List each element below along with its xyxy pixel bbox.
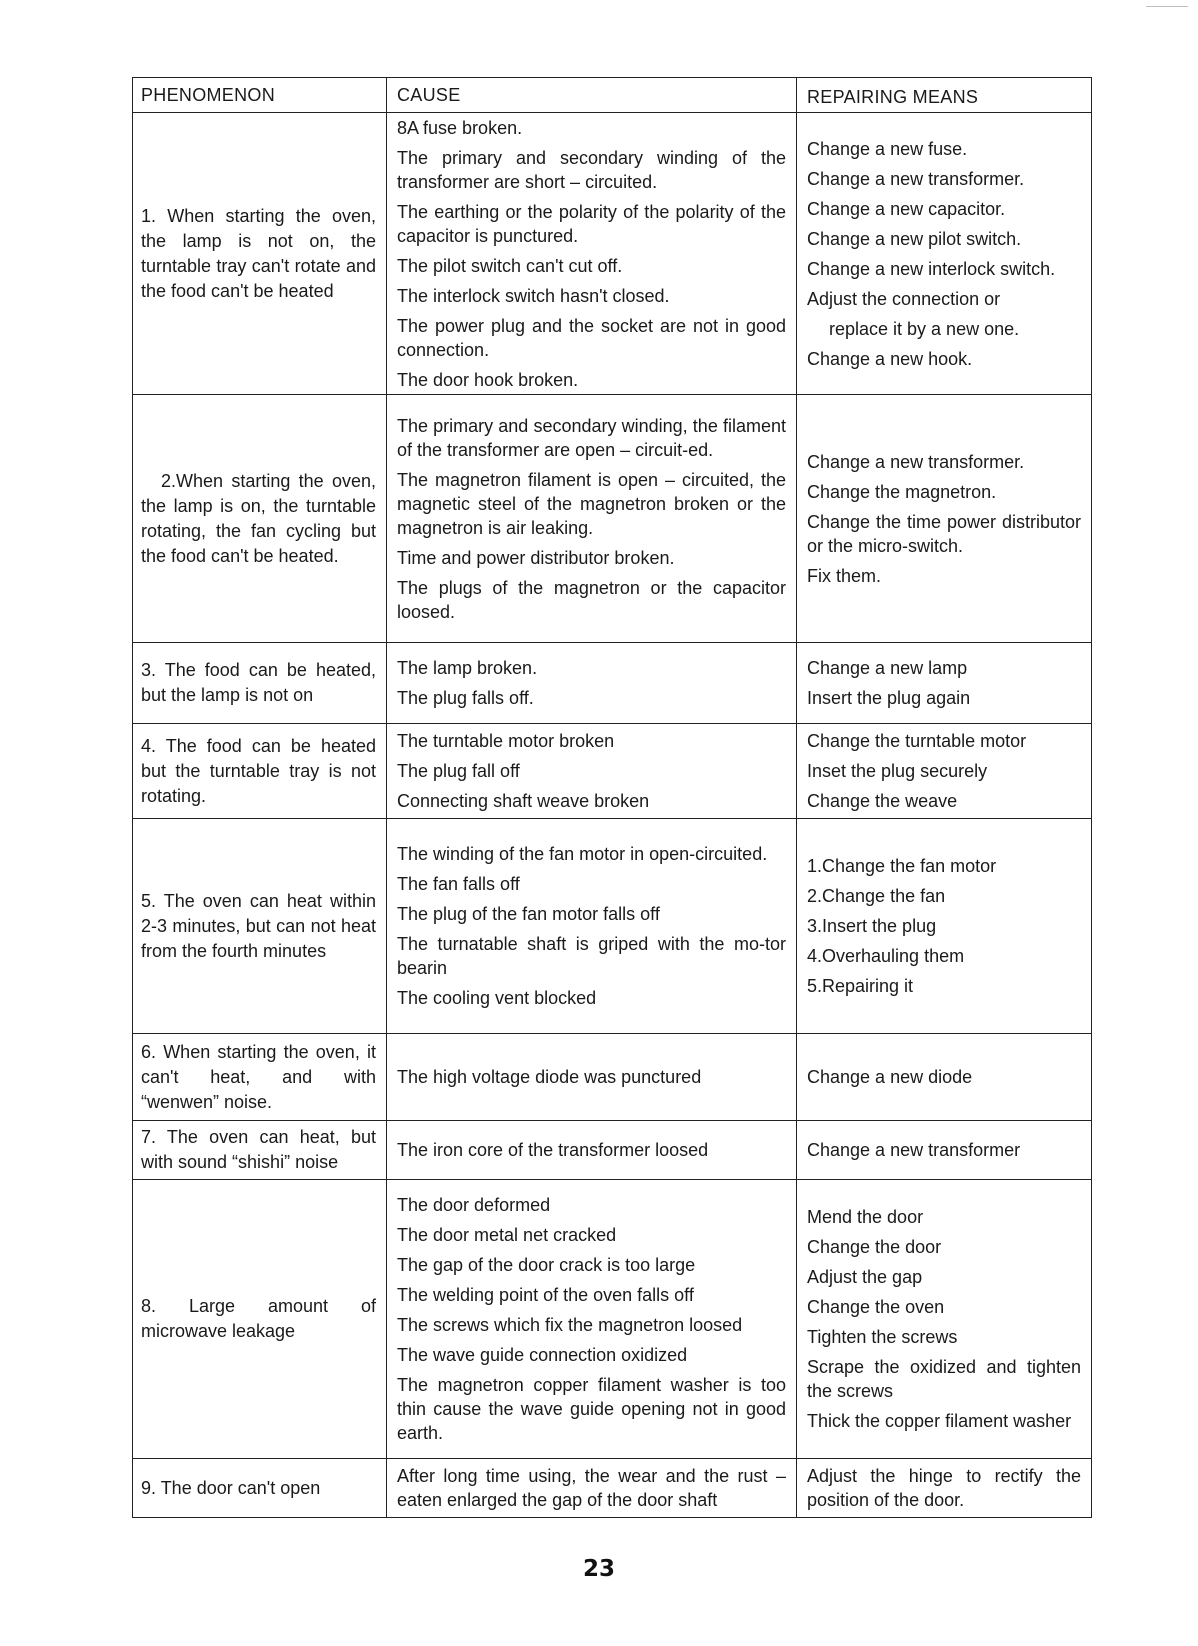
table-row — [133, 818, 1091, 1033]
repair-item: Adjust the gap — [807, 1267, 923, 1287]
repair-item: Tighten the screws — [807, 1327, 958, 1347]
phenomenon-7: 7. The oven can heat, but with sound “shishi” noise — [141, 1127, 376, 1172]
repair-item: Thick the copper filament washer — [807, 1411, 1072, 1431]
repair-item: Change the oven — [807, 1297, 945, 1317]
cause-item: The fan falls off — [397, 874, 520, 894]
repair-item: Change the time power distributor or the micro-switch. — [807, 511, 1081, 556]
repair-item: Change a new pilot switch. — [807, 228, 1022, 249]
cause-item: The cooling vent blocked — [397, 988, 597, 1008]
phenomenon-3: 3. The food can be heated, but the lamp is not on — [141, 660, 376, 705]
cause-item: The door metal net cracked — [397, 1225, 617, 1245]
repair-item: Insert the plug again — [807, 688, 971, 708]
cause-item: Time and power distributor broken. — [397, 547, 675, 568]
repair-item: 5.Repairing it — [807, 976, 914, 996]
repair-item: Inset the plug securely — [807, 761, 988, 781]
table-row — [133, 723, 1091, 818]
repair-item: Change a new diode — [807, 1067, 973, 1087]
repair-item: 2.Change the fan — [807, 886, 946, 906]
cause-item: The screws which fix the magnetron loosed — [397, 1315, 743, 1335]
cause-item: The turnatable shaft is griped with the mo-tor bearin — [397, 934, 786, 978]
repair-item: Adjust the connection or — [807, 288, 1001, 309]
repair-item: 4.Overhauling them — [807, 946, 965, 966]
repair-item: replace it by a new one. — [829, 318, 1020, 339]
repair-item: Change a new hook. — [807, 348, 973, 369]
cause-item: After long time using, the wear and the rust –eaten enlarged the gap of the door shaft — [397, 1466, 786, 1510]
phenomenon-8: 8. Large amount of microwave leakage — [141, 1296, 376, 1341]
cause-item: The interlock switch hasn't closed. — [397, 285, 670, 306]
cause-item: The turntable motor broken — [397, 731, 615, 751]
cause-item: The iron core of the transformer loosed — [397, 1140, 709, 1160]
repair-item: Change a new transformer. — [807, 168, 1025, 189]
repair-item: Change a new transformer — [807, 1140, 1021, 1160]
header-phenomenon: PHENOMENON — [133, 78, 387, 112]
table-row — [133, 1120, 1091, 1179]
cause-item: The wave guide connection oxidized — [397, 1345, 688, 1365]
table-row — [133, 1458, 1091, 1517]
cause-item: The primary and secondary winding, the filament of the transformer are open – circuit-ed. — [397, 415, 786, 460]
repair-item: Mend the door — [807, 1207, 924, 1227]
cause-item: The plug falls off. — [397, 688, 534, 708]
cause-item: The gap of the door crack is too large — [397, 1255, 696, 1275]
cause-item: Connecting shaft weave broken — [397, 791, 650, 811]
phenomenon-1: 1. When starting the oven, the lamp is not on, the turntable tray can't rotate and the food can't be heated — [141, 205, 376, 301]
troubleshooting-table — [132, 77, 1092, 1518]
cause-item: The lamp broken. — [397, 658, 538, 678]
repair-item: Change a new lamp — [807, 658, 968, 678]
cause-item: The plugs of the magnetron or the capacitor loosed. — [397, 577, 786, 622]
header-cause: CAUSE — [387, 78, 797, 112]
cause-item: The earthing or the polarity of the polarity of the capacitor is punctured. — [397, 201, 786, 246]
table-row — [133, 1179, 1091, 1458]
cause-item: 8A fuse broken. — [397, 117, 523, 138]
phenomenon-5: 5. The oven can heat within 2-3 minutes, but can not heat from the fourth minutes — [141, 890, 376, 961]
phenomenon-2: 2.When starting the oven, the lamp is on, the turntable rotating, the fan cycling but the food can't be heated. — [141, 470, 376, 566]
repair-item: Change the weave — [807, 791, 958, 811]
cause-item: The door deformed — [397, 1195, 551, 1215]
phenomenon-6: 6. When starting the oven, it can't heat, and with “wenwen” noise. — [141, 1041, 376, 1112]
repair-item: Change the door — [807, 1237, 942, 1257]
top-edge-rule — [1146, 6, 1188, 7]
repair-item: Scrape the oxidized and tighten the screws — [807, 1357, 1081, 1401]
phenomenon-4: 4. The food can be heated but the turntable tray is not rotating. — [141, 735, 376, 806]
cause-item: The magnetron filament is open – circuited, the magnetic steel of the magnetron broken or the magnetron is air leaking. — [397, 469, 786, 538]
table-row — [133, 112, 1091, 394]
repair-item: 1.Change the fan motor — [807, 856, 997, 876]
cause-item: The welding point of the oven falls off — [397, 1285, 694, 1305]
cause-item: The door hook broken. — [397, 369, 579, 390]
cause-item: The high voltage diode was punctured — [397, 1067, 702, 1087]
cause-item: The pilot switch can't cut off. — [397, 255, 623, 276]
repair-item: Change the turntable motor — [807, 731, 1027, 751]
repair-item: Change the magnetron. — [807, 481, 997, 502]
cause-item: The magnetron copper filament washer is too thin cause the wave guide opening not in good earth. — [397, 1375, 786, 1443]
cause-item: The plug fall off — [397, 761, 520, 781]
table-row — [133, 1033, 1091, 1120]
table-header-row — [133, 78, 1091, 112]
cause-item: The power plug and the socket are not in good connection. — [397, 315, 786, 360]
cause-item: The winding of the fan motor in open-circuited. — [397, 844, 768, 864]
table-row — [133, 642, 1091, 723]
cause-item: The plug of the fan motor falls off — [397, 904, 660, 924]
repair-item: Adjust the hinge to rectify the position of the door. — [807, 1466, 1081, 1510]
header-repairing-means: REPAIRING MEANS — [807, 87, 979, 107]
cause-item: The primary and secondary winding of the transformer are short – circuited. — [397, 147, 786, 192]
repair-item: Change a new transformer. — [807, 451, 1025, 472]
page-number: 23 — [582, 1556, 615, 1582]
repair-item: Change a new capacitor. — [807, 198, 1006, 219]
repair-item: Fix them. — [807, 565, 882, 586]
repair-item: Change a new fuse. — [807, 138, 968, 159]
repair-item: 3.Insert the plug — [807, 916, 937, 936]
table-row — [133, 394, 1091, 642]
repair-item: Change a new interlock switch. — [807, 258, 1056, 279]
phenomenon-9: 9. The door can't open — [141, 1477, 321, 1498]
